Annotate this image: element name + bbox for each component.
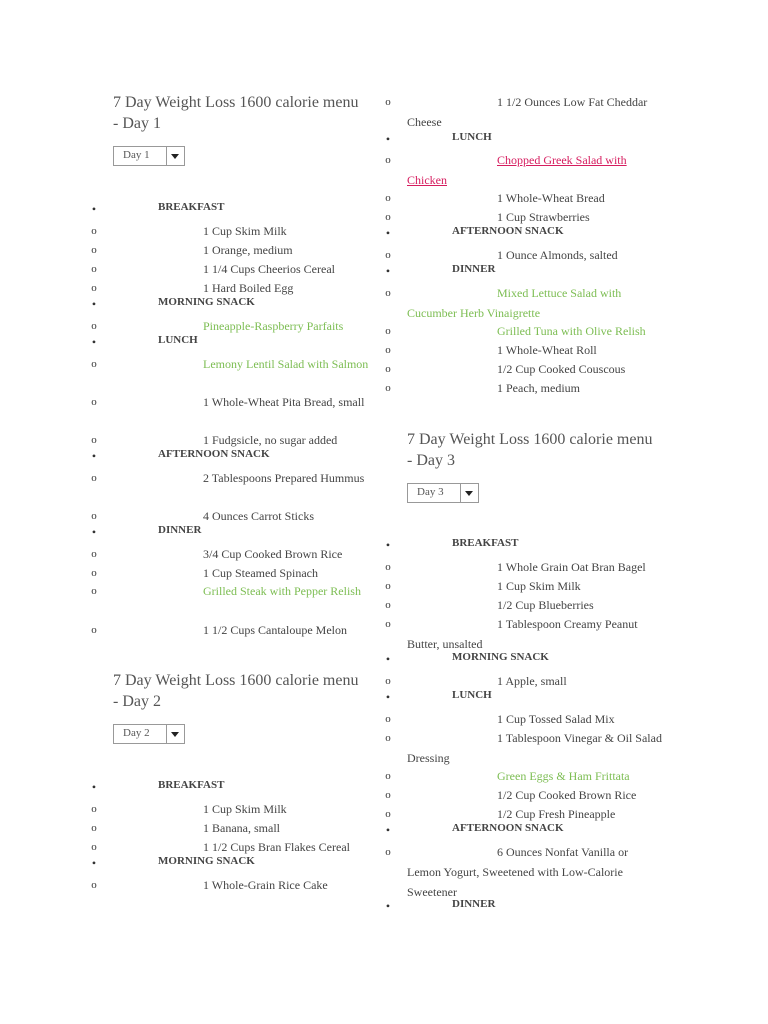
menu-item-text: 1 Whole-Wheat Bread — [497, 191, 605, 205]
bullet-circle-icon: o — [91, 510, 97, 522]
meal-heading-label: LUNCH — [452, 131, 492, 143]
meal-heading-label: MORNING SNACK — [158, 855, 255, 867]
bullet-circle-icon: o — [385, 580, 391, 592]
dropdown-arrow-icon[interactable] — [166, 147, 184, 165]
menu-item — [380, 785, 664, 805]
menu-item[interactable] — [380, 766, 664, 786]
bullet-circle-icon: o — [91, 244, 97, 256]
menu-item[interactable] — [380, 283, 664, 323]
day-title: 7 Day Weight Loss 1600 calorie menu - Day 3 — [407, 431, 653, 469]
bullet-circle-icon: o — [385, 154, 391, 166]
menu-item-text: 1 Whole-Grain Rice Cake — [203, 878, 328, 892]
menu-item-text: 1 1/4 Cups Cheerios Cereal — [203, 262, 335, 276]
bullet-circle-icon: o — [91, 567, 97, 579]
bullet-disc-icon: • — [91, 297, 97, 311]
menu-item — [86, 620, 370, 640]
menu-item-text: 1 Cup Skim Milk — [497, 579, 581, 593]
menu-item — [86, 259, 370, 279]
bullet-circle-icon: o — [385, 618, 391, 630]
bullet-disc-icon: • — [385, 690, 391, 704]
bullet-disc-icon: • — [91, 780, 97, 794]
menu-item-text: 1 Tablespoon Vinegar & Oil Salad Dressing — [407, 731, 662, 765]
meal-heading-label: MORNING SNACK — [158, 296, 255, 308]
bullet-disc-icon: • — [91, 449, 97, 463]
day-select[interactable] — [407, 483, 479, 503]
menu-item — [86, 240, 370, 260]
bullet-disc-icon: • — [91, 525, 97, 539]
bullet-circle-icon: o — [385, 732, 391, 744]
dropdown-arrow-icon[interactable] — [166, 725, 184, 743]
bullet-disc-icon: • — [385, 823, 391, 837]
meal-heading-label: BREAKFAST — [452, 537, 519, 549]
bullet-circle-icon: o — [91, 282, 97, 294]
bullet-circle-icon: o — [385, 96, 391, 108]
menu-item-text: 1/2 Cup Fresh Pineapple — [497, 807, 616, 821]
recipe-link[interactable]: Grilled Steak with Pepper Relish — [203, 584, 361, 598]
bullet-circle-icon: o — [91, 358, 97, 370]
bullet-disc-icon: • — [385, 226, 391, 240]
menu-item — [380, 188, 664, 208]
bullet-circle-icon: o — [91, 822, 97, 834]
meal-heading-label: BREAKFAST — [158, 201, 225, 213]
day-title: 7 Day Weight Loss 1600 calorie menu - Day 2 — [113, 672, 359, 710]
menu-item-text: 1 Whole Grain Oat Bran Bagel — [497, 560, 646, 574]
bullet-circle-icon: o — [91, 879, 97, 891]
bullet-circle-icon: o — [91, 320, 97, 332]
bullet-circle-icon: o — [385, 325, 391, 337]
menu-item[interactable] — [86, 354, 370, 374]
menu-item-text: 1 1/2 Ounces Low Fat Cheddar Cheese — [407, 95, 648, 129]
menu-item[interactable] — [380, 321, 664, 341]
menu-item-text: 1/2 Cup Cooked Brown Rice — [497, 788, 637, 802]
bullet-circle-icon: o — [91, 225, 97, 237]
menu-item — [380, 340, 664, 360]
menu-item-text: 1 Hard Boiled Egg — [203, 281, 294, 295]
menu-item[interactable] — [380, 150, 664, 190]
menu-item-text: 1 Whole-Wheat Roll — [497, 343, 597, 357]
bullet-circle-icon: o — [385, 599, 391, 611]
bullet-disc-icon: • — [385, 538, 391, 552]
bullet-circle-icon: o — [385, 382, 391, 394]
menu-item-text: 1 Cup Tossed Salad Mix — [497, 712, 615, 726]
meal-heading-label: MORNING SNACK — [452, 651, 549, 663]
menu-item — [86, 221, 370, 241]
day-select-value: Day 1 — [123, 149, 150, 161]
day-select-value: Day 2 — [123, 727, 150, 739]
bullet-circle-icon: o — [385, 287, 391, 299]
bullet-circle-icon: o — [91, 472, 97, 484]
menu-item-text: 1 Apple, small — [497, 674, 567, 688]
bullet-circle-icon: o — [385, 249, 391, 261]
bullet-circle-icon: o — [385, 192, 391, 204]
bullet-disc-icon: • — [91, 202, 97, 216]
bullet-circle-icon: o — [385, 561, 391, 573]
menu-item-text: 1 Tablespoon Creamy Peanut Butter, unsalted — [407, 617, 638, 651]
meal-heading-label: DINNER — [452, 263, 496, 275]
menu-item-text: 1 Cup Skim Milk — [203, 224, 287, 238]
menu-item — [380, 671, 664, 691]
menu-item-text: 1 Cup Steamed Spinach — [203, 566, 318, 580]
menu-item-text: 1 Peach, medium — [497, 381, 580, 395]
menu-item-text: 4 Ounces Carrot Sticks — [203, 509, 314, 523]
recipe-link[interactable]: Chopped Greek Salad with Chicken — [407, 153, 627, 187]
bullet-circle-icon: o — [91, 548, 97, 560]
bullet-disc-icon: • — [385, 132, 391, 146]
bullet-circle-icon: o — [91, 396, 97, 408]
menu-item — [380, 557, 664, 577]
bullet-disc-icon: • — [385, 652, 391, 666]
bullet-circle-icon: o — [91, 624, 97, 636]
bullet-circle-icon: o — [385, 344, 391, 356]
day-select[interactable] — [113, 724, 185, 744]
menu-item — [86, 563, 370, 583]
menu-item — [86, 468, 370, 488]
menu-item-text: 2 Tablespoons Prepared Hummus — [203, 471, 365, 485]
menu-item-text: 1 Fudgsicle, no sugar added — [203, 433, 338, 447]
menu-item-text: 1 Whole-Wheat Pita Bread, small — [203, 395, 365, 409]
menu-item — [380, 576, 664, 596]
meal-heading-label: DINNER — [158, 524, 202, 536]
day-select[interactable] — [113, 146, 185, 166]
menu-item — [86, 875, 370, 895]
meal-heading-label: AFTERNOON SNACK — [452, 225, 564, 237]
menu-item-text: 1 Banana, small — [203, 821, 280, 835]
menu-item — [380, 728, 664, 768]
bullet-circle-icon: o — [91, 434, 97, 446]
meal-heading-label: DINNER — [452, 898, 496, 910]
recipe-link[interactable]: Grilled Tuna with Olive Relish — [497, 324, 646, 338]
menu-item — [86, 506, 370, 526]
menu-item[interactable] — [86, 581, 370, 601]
meal-heading-label: AFTERNOON SNACK — [158, 448, 270, 460]
bullet-circle-icon: o — [385, 789, 391, 801]
meal-heading-label: BREAKFAST — [158, 779, 225, 791]
recipe-link[interactable]: Lemony Lentil Salad with Salmon — [203, 357, 369, 371]
menu-item — [86, 799, 370, 819]
menu-item-text: 6 Ounces Nonfat Vanilla or Lemon Yogurt, Sweetened with Low-Calorie Sweetener — [407, 845, 629, 899]
menu-item — [380, 92, 664, 132]
bullet-circle-icon: o — [91, 263, 97, 275]
bullet-circle-icon: o — [385, 363, 391, 375]
bullet-circle-icon: o — [91, 841, 97, 853]
menu-item-text: 1 Ounce Almonds, salted — [497, 248, 618, 262]
recipe-link[interactable]: Mixed Lettuce Salad with Cucumber Herb Vinaigrette — [407, 286, 622, 320]
menu-item-text: 1 Cup Strawberries — [497, 210, 590, 224]
menu-item — [380, 245, 664, 265]
menu-item-text: 1/2 Cup Blueberries — [497, 598, 594, 612]
menu-item-text: 1/2 Cup Cooked Couscous — [497, 362, 626, 376]
bullet-circle-icon: o — [385, 808, 391, 820]
recipe-link[interactable]: Pineapple-Raspberry Parfaits — [203, 319, 344, 333]
bullet-disc-icon: • — [91, 335, 97, 349]
menu-item[interactable] — [86, 316, 370, 336]
bullet-disc-icon: • — [385, 899, 391, 913]
bullet-circle-icon: o — [385, 713, 391, 725]
meal-heading-label: AFTERNOON SNACK — [452, 822, 564, 834]
menu-item-text: 1 Cup Skim Milk — [203, 802, 287, 816]
menu-item — [86, 544, 370, 564]
day-title: 7 Day Weight Loss 1600 calorie menu - Day 1 — [113, 94, 359, 132]
bullet-circle-icon: o — [91, 585, 97, 597]
bullet-circle-icon: o — [91, 803, 97, 815]
bullet-circle-icon: o — [385, 675, 391, 687]
menu-item-text: 1 Orange, medium — [203, 243, 293, 257]
bullet-circle-icon: o — [385, 770, 391, 782]
bullet-circle-icon: o — [385, 846, 391, 858]
meal-heading-label: LUNCH — [452, 689, 492, 701]
meal-heading-label: LUNCH — [158, 334, 198, 346]
menu-item-text: 1 1/2 Cups Bran Flakes Cereal — [203, 840, 350, 854]
menu-item-text: 3/4 Cup Cooked Brown Rice — [203, 547, 343, 561]
dropdown-arrow-icon[interactable] — [460, 484, 478, 502]
menu-item — [380, 709, 664, 729]
day-select-value: Day 3 — [417, 486, 444, 498]
recipe-link[interactable]: Green Eggs & Ham Frittata — [497, 769, 630, 783]
bullet-disc-icon: • — [385, 264, 391, 278]
menu-item — [380, 595, 664, 615]
menu-item — [86, 392, 370, 412]
menu-item — [86, 818, 370, 838]
menu-item — [380, 359, 664, 379]
menu-item — [380, 842, 664, 902]
menu-item — [380, 378, 664, 398]
menu-item-text: 1 1/2 Cups Cantaloupe Melon — [203, 623, 347, 637]
bullet-disc-icon: • — [91, 856, 97, 870]
bullet-circle-icon: o — [385, 211, 391, 223]
